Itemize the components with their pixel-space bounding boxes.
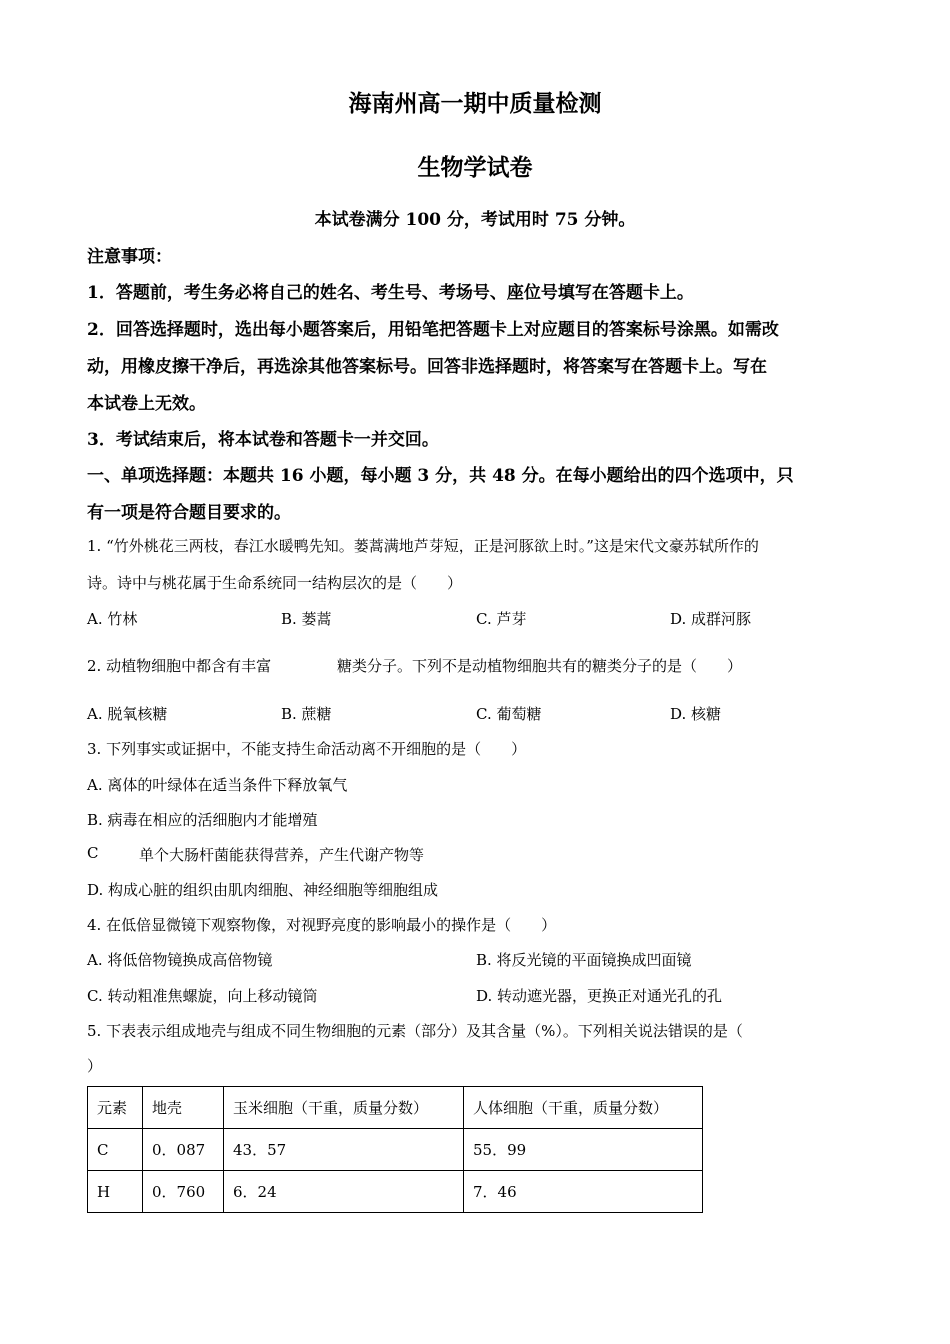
table-header-cell: 玉米细胞（干重，质量分数） (224, 1087, 464, 1129)
q1-option-d: D. 成群河豚 (670, 610, 752, 628)
q3-option-d: D. 构成心脏的组织由肌肉细胞、神经细胞等细胞组成 (87, 881, 439, 899)
note-2-line-3: 本试卷上无效。 (87, 394, 206, 414)
q4-option-a: A. 将低倍物镜换成高倍物镜 (87, 951, 273, 969)
q2-stem-part-1: 2. 动植物细胞中都含有丰富 (87, 657, 272, 675)
q4-option-b: B. 将反光镜的平面镜换成凹面镜 (476, 951, 692, 969)
section-1-line-2: 有一项是符合题目要求的。 (87, 503, 291, 523)
q3-option-c-text: 单个大肠杆菌能获得营养，产生代谢产物等 (139, 846, 425, 864)
q4-stem: 4. 在低倍显微镜下观察物像，对视野亮度的影响最小的操作是（ ） (87, 916, 557, 934)
q1-stem-line-1: 1. “竹外桃花三两枝，春江水暖鸭先知。蒌蒿满地芦芽短，正是河豚欲上时。”这是宋代文豪苏轼所作的 (87, 537, 759, 555)
table-cell: 0．087 (143, 1129, 224, 1171)
note-3: 3．考试结束后，将本试卷和答题卡一并交回。 (87, 430, 439, 450)
q2-option-d: D. 核糖 (670, 705, 722, 723)
q2-option-a: A. 脱氧核糖 (87, 705, 168, 723)
table-cell: 0．760 (143, 1171, 224, 1213)
exam-info: 本试卷满分 100 分，考试用时 75 分钟。 (314, 210, 636, 230)
table-cell: 6．24 (224, 1171, 464, 1213)
table-cell: C (88, 1129, 143, 1171)
q3-option-b: B. 病毒在相应的活细胞内才能增殖 (87, 811, 318, 829)
q1-option-b: B. 蒌蒿 (281, 610, 332, 628)
table-cell: 7．46 (464, 1171, 703, 1213)
q1-option-a: A. 竹林 (87, 610, 138, 628)
table-row (88, 1129, 703, 1171)
q5-stem-line-2: ） (87, 1057, 103, 1075)
table-header-cell: 元素 (88, 1087, 143, 1129)
q4-option-d: D. 转动遮光器，更换正对通光孔的孔 (476, 987, 723, 1005)
table-header-cell: 地壳 (143, 1087, 224, 1129)
note-2-line-2: 动，用橡皮擦干净后，再选涂其他答案标号。回答非选择题时，将答案写在答题卡上。写在 (87, 357, 767, 377)
q1-option-c: C. 芦芽 (476, 610, 527, 628)
q3-stem: 3. 下列事实或证据中，不能支持生命活动离不开细胞的是（ ） (87, 740, 527, 758)
q5-stem-line-1: 5. 下表表示组成地壳与组成不同生物细胞的元素（部分）及其含量（%）。下列相关说法错误的是（ (87, 1022, 743, 1040)
note-2-line-1: 2．回答选择题时，选出每小题答案后，用铅笔把答题卡上对应题目的答案标号涂黑。如需改 (87, 320, 779, 340)
q3-option-a: A. 离体的叶绿体在适当条件下释放氧气 (87, 776, 348, 794)
q2-option-b: B. 蔗糖 (281, 705, 332, 723)
page-title: 海南州高一期中质量检测 (348, 90, 602, 117)
table-header-row (88, 1087, 703, 1129)
table-cell: H (88, 1171, 143, 1213)
table-header-cell: 人体细胞（干重，质量分数） (464, 1087, 703, 1129)
q1-stem-line-2: 诗。诗中与桃花属于生命系统同一结构层次的是（ ） (87, 574, 463, 592)
table-cell: 43．57 (224, 1129, 464, 1171)
note-1: 1．答题前，考生务必将自己的姓名、考生号、考场号、座位号填写在答题卡上。 (87, 283, 694, 303)
q2-option-c: C. 葡萄糖 (476, 705, 542, 723)
page-subtitle: 生物学试卷 (417, 154, 533, 181)
q4-option-c: C. 转动粗准焦螺旋，向上移动镜筒 (87, 987, 318, 1005)
table-cell: 55．99 (464, 1129, 703, 1171)
notes-heading: 注意事项： (87, 247, 172, 267)
section-1-line-1: 一、单项选择题：本题共 16 小题，每小题 3 分，共 48 分。在每小题给出的四个选项中，只 (87, 466, 794, 486)
table-row (88, 1171, 703, 1213)
element-content-table (87, 1086, 703, 1213)
q3-option-c-letter: C (87, 844, 99, 862)
q2-stem-part-2: 糖类分子。下列不是动植物细胞共有的糖类分子的是（ ） (337, 657, 743, 675)
